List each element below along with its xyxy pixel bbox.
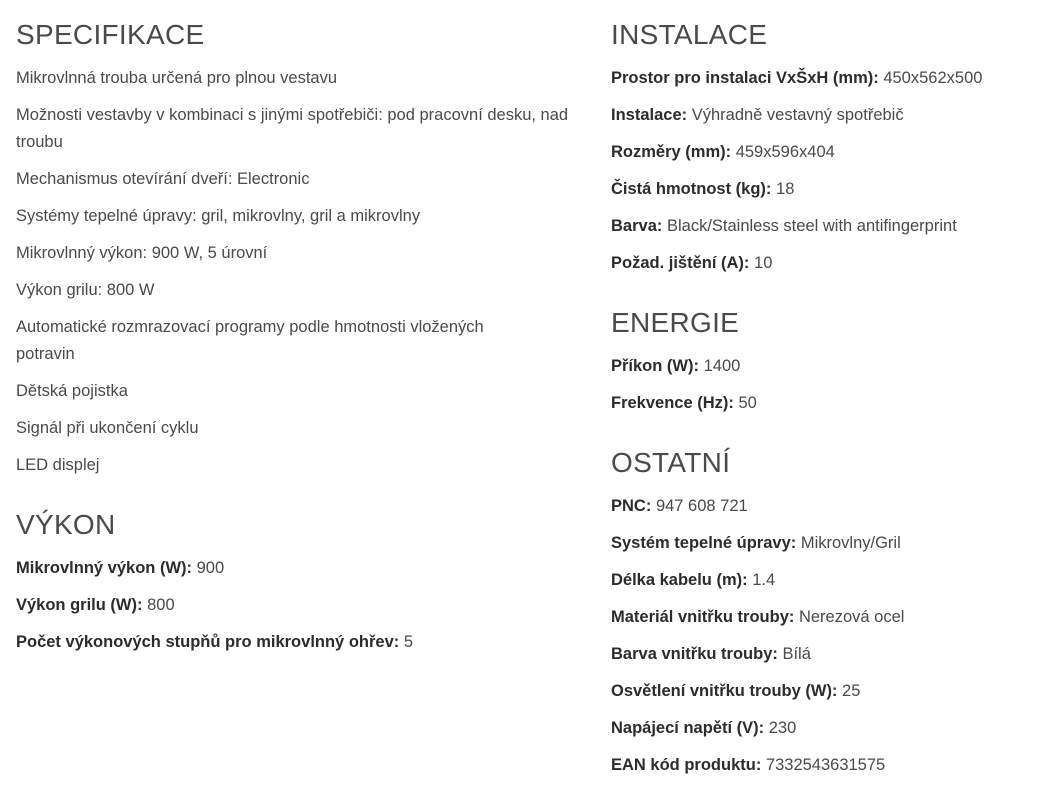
ostatni-key: Délka kabelu (m): [611,571,748,589]
energie-title: ENERGIE [611,307,740,338]
ostatni-value: Mikrovlny/Gril [800,534,901,552]
instalace-row [611,213,957,240]
instalace-key: Rozměry (mm): [611,143,732,161]
ostatni-key: Materiál vnitřku trouby: [611,608,795,626]
spec-item: Mikrovlnný výkon: 900 W, 5 úrovní [16,244,268,262]
vykon-key: Mikrovlnný výkon (W): [16,559,193,577]
ostatni-value: 25 [842,682,861,700]
energie-key: Frekvence (Hz): [611,394,734,412]
spec-item: Signál při ukončení cyklu [16,419,199,437]
instalace-value: 459x596x404 [735,143,835,161]
ostatni-row [611,678,860,705]
instalace-row [611,65,982,92]
energie-value: 1400 [703,357,741,375]
spec-item: Možnosti vestavby v kombinaci s jinými spotřebiči: pod pracovní desku, nad troubu [16,106,569,151]
instalace-row [611,139,835,166]
energie-value: 50 [738,394,757,412]
instalace-row [611,176,794,203]
instalace-key: Prostor pro instalaci VxŠxH (mm): [611,69,879,87]
instalace-key: Instalace: [611,106,688,124]
instalace-value: 10 [754,254,773,272]
vykon-key: Počet výkonových stupňů pro mikrovlnný ohřev: [16,633,400,651]
ostatni-key: Barva vnitřku trouby: [611,645,778,663]
instalace-key: Čistá hmotnost (kg): [611,180,772,198]
spec-item: Mikrovlnná trouba určená pro plnou vestavu [16,69,338,87]
ostatni-value: 230 [768,719,797,737]
ostatni-value: 947 608 721 [655,497,748,515]
vykon-value: 5 [403,633,414,651]
instalace-row [611,102,904,129]
ostatni-title: OSTATNÍ [611,447,731,478]
instalace-row [611,250,772,277]
vykon-title: VÝKON [16,509,116,540]
spec-item: LED displej [16,456,100,474]
specifikace-title: SPECIFIKACE [16,19,205,50]
vykon-row [16,592,175,619]
energie-key: Příkon (W): [611,357,699,375]
ostatni-row [611,715,796,742]
ostatni-key: Systém tepelné úpravy: [611,534,797,552]
ostatni-key: Napájecí napětí (V): [611,719,765,737]
spec-item: Výkon grilu: 800 W [16,281,155,299]
ostatni-row [611,530,901,557]
spec-item: Dětská pojistka [16,382,128,400]
spec-item: Mechanismus otevírání dveří: Electronic [16,170,310,188]
instalace-key: Barva: [611,217,663,235]
instalace-value: 450x562x500 [883,69,983,87]
vykon-row [16,629,413,656]
ostatni-row [611,641,811,668]
ostatni-row [611,567,775,594]
instalace-key: Požad. jištění (A): [611,254,750,272]
instalace-title: INSTALACE [611,19,768,50]
ostatni-value: Nerezová ocel [798,608,905,626]
ostatni-value: 7332543631575 [765,756,886,774]
ostatni-value: 1.4 [752,571,776,589]
ostatni-row [611,604,904,631]
vykon-row [16,555,224,582]
spec-item: Automatické rozmrazovací programy podle hmotnosti vložených potravin [16,318,484,363]
vykon-value: 800 [147,596,175,614]
energie-row [611,353,740,380]
ostatni-key: Osvětlení vnitřku trouby (W): [611,682,838,700]
instalace-value: Výhradně vestavný spotřebič [691,106,904,124]
energie-row [611,390,757,417]
ostatni-row [611,493,748,520]
ostatni-key: EAN kód produktu: [611,756,762,774]
vykon-value: 900 [196,559,225,577]
ostatni-key: PNC: [611,497,652,515]
instalace-value: Black/Stainless steel with antifingerprint [666,217,957,235]
vykon-key: Výkon grilu (W): [16,596,143,614]
ostatni-value: Bílá [782,645,811,663]
instalace-value: 18 [776,180,795,198]
ostatni-row [611,752,885,779]
spec-item: Systémy tepelné úpravy: gril, mikrovlny, gril a mikrovlny [16,207,421,225]
